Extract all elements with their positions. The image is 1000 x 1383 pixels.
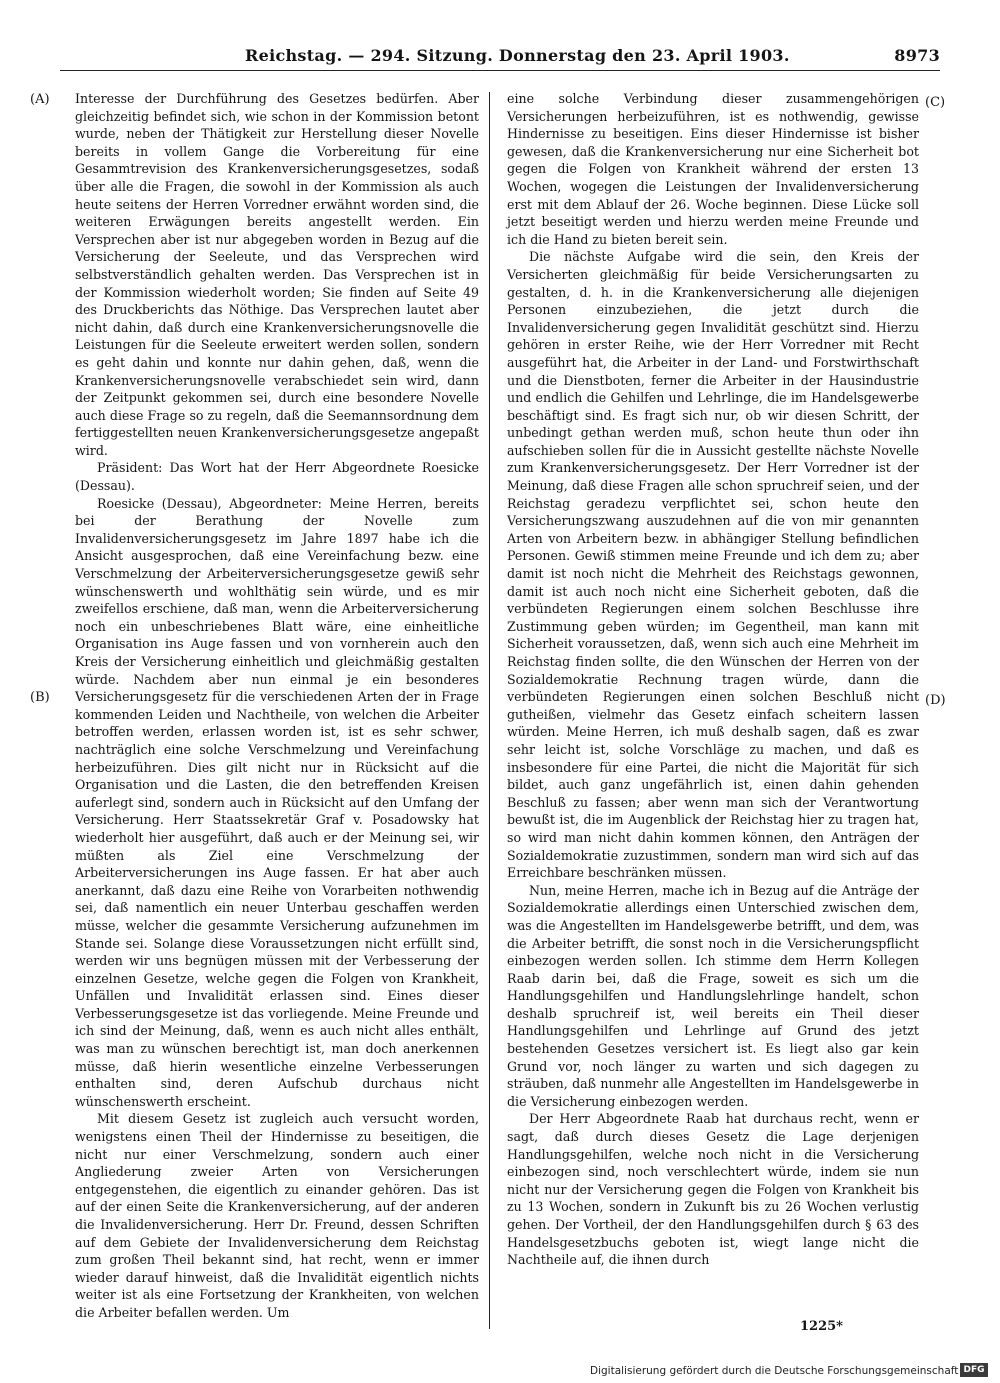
margin-marker-c: (C) <box>925 95 946 110</box>
paragraph: Roesicke (Dessau), Abgeordneter: Meine Herren, bereits bei der Berathung der Novelle zum Invalidenversicherungsgesetz im Jahre 1897 habe ich die Ansicht ausgesprochen, daß eine Vereinfachung bezw. eine Verschmelzung der Arbeiterversicherungsgesetze gewiß sehr wünschenswerth und wohlthätig sein würde, und es mir zweifellos erschiene, daß man, wenn die Arbeiterversicherung noch ein unbeschriebenes Blatt wäre, eine einheitliche Organisation ins Auge fassen und von vornherein auch den Kreis der Versicherung einheitlich und gleichmäßig gestalten würde. Nachdem aber nun einmal je ein besonderes Versicherungsgesetz für die verschiedenen Arten der in Frage kommenden Leiden und Nachtheile, von welchen die Arbeiter betroffen werden, erlassen worden ist, ist es sehr schwer, nachträglich eine solche Verschmelzung und Vereinfachung herbeizuführen. Dies gilt nicht nur in Rücksicht auf die Organisation und die Lasten, die den betreffenden Kreisen auferlegt sind, sondern auch in Rücksicht auf den Umfang der Versicherung. Herr Staatssekretär Graf v. Posadowsky hat wiederholt hier ausgeführt, daß auch er der Meinung sei, wir müßten als Ziel eine Verschmelzung der Arbeiterversicherungen ins Auge fassen. Er hat aber auch anerkannt, daß dazu eine Reihe von Vorarbeiten nothwendig sei, daß namentlich ein neuer Unterbau geschaffen werden müsse, welcher die gesammte Versicherung aufzunehmen im Stande sei. Solange diese Voraussetzungen nicht erfüllt sind, werden wir uns begnügen müssen mit der Verbesserung der einzelnen Gesetze, welche gegen die Folgen von Krankheit, Unfällen und Invalidität erlassen sind. Eines dieser Verbesserungsgesetze ist das vorliegende. Meine Freunde und ich sind der Meinung, daß, wenn es auch nicht alles enthält, was man zu wünschen berechtigt ist, man doch anerkennen müsse, daß hierin wesentliche einzelne Verbesserungen enthalten sind, deren Aufschub durchaus nicht wünschenswerth erscheint. <box>75 495 479 1109</box>
paragraph: Die nächste Aufgabe wird die sein, den Kreis der Versicherten gleichmäßig für beide Versicherungsarten zu gestalten, d. h. in die Krankenversicherung alle diejenigen Personen einzubeziehen, die jetzt durch die Invalidenversicherung gegen Invalidität geschützt sind. Hierzu gehören in erster Reihe, wie der Herr Vorredner mit Recht ausgeführt hat, die Arbeiter in der Land- und Forstwirthschaft und die Dienstboten, ferner die Arbeiter in der Hausindustrie und endlich die Gehilfen und Lehrlinge, die im Handelsgewerbe beschäftigt sind. Es fragt sich nur, ob wir diesen Schritt, der unbedingt gethan werden muß, schon heute thun oder ihn aufschieben sollen für die in Aussicht gestellte nächste Novelle zum Krankenversicherungsgesetz. Der Herr Vorredner ist der Meinung, daß diese Fragen alle schon spruchreif seien, und der Reichstag geradezu verpflichtet sei, schon heute den Versicherungszwang auszudehnen auf die von mir genannten Arten von Arbeitern bezw. in abhängiger Stellung befindlichen Personen. Gewiß stimmen meine Freunde und ich dem zu; aber damit ist noch nicht die Mehrheit des Reichstags gewonnen, damit ist auch noch nicht eine Sicherheit geboten, daß die verbündeten Regierungen einem solchen Beschlusse ihre Zustimmung geben würden; im Gegentheil, man kann mit Sicherheit voraussetzen, daß, wenn sich auch eine Mehrheit im Reichstag finden sollte, die den Wünschen der Herren von der Sozialdemokratie Rechnung tragen würde, dann die verbündeten Regierungen einen solchen Beschluß nicht gutheißen, vielmehr das Gesetz einfach scheitern lassen würden. Meine Herren, ich muß deshalb sagen, daß es zwar sehr leicht ist, solche Vorschläge zu machen, und daß es insbesondere für eine Partei, die nicht die Majorität für sich bildet, auch ganz ungefährlich ist, einen dahin gehenden Beschluß zu fassen; aber wenn man sich der Verantwortung bewußt ist, die im Augenblick der Reichstag hier zu tragen hat, so wird man nicht dahin kommen können, den Anträgen der Sozialdemokratie zuzustimmen, sondern man wird sich auf das Erreichbare beschränken müssen. <box>507 249 919 881</box>
paragraph: Präsident: Das Wort hat der Herr Abgeordnete Roesicke (Dessau). <box>75 460 479 494</box>
digitization-credit: Digitalisierung gefördert durch die Deutsche Forschungsgemeinschaft <box>590 1365 959 1377</box>
paragraph: eine solche Verbindung dieser zusammengehörigen Versicherungen herbeizuführen, ist es nothwendig, gewisse Hindernisse zu beseitigen. Eins dieser Hindernisse ist bisher gewesen, daß die Krankenversicherung nur eine Sicherheit bot gegen die Folgen von Krankheit während der ersten 13 Wochen, wogegen die Leistungen der Invalidenversicherung erst mit dem Ablauf der 26. Woche beginnen. Diese Lücke soll jetzt beseitigt werden und hierzu werden meine Freunde und ich die Hand zu bieten bereit sein. <box>507 91 919 247</box>
header-rule <box>60 70 940 71</box>
header-title: Reichstag. — 294. Sitzung. Donnerstag den 23. April 1903. <box>245 46 790 65</box>
margin-marker-a: (A) <box>30 92 50 107</box>
paragraph: Nun, meine Herren, mache ich in Bezug auf die Anträge der Sozialdemokratie allerdings einen Unterschied zwischen dem, was die Angestellten im Handelsgewerbe betrifft, und dem, was die Arbeiter betrifft, die sonst noch in die Versicherungspflicht einbezogen werden sollen. Ich stimme dem Herrn Kollegen Raab darin bei, daß die Frage, soweit es sich um die Handlungsgehilfen und Handlungslehrlinge handelt, schon deshalb spruchreif ist, weil bereits ein Theil dieser Handlungsgehilfen und Lehrlinge auf Grund des jetzt bestehenden Gesetzes versichert ist. Es liegt also gar kein Grund vor, noch länger zu warten und sich dagegen zu sträuben, daß nunmehr alle Angestellten im Handelsgewerbe in die Versicherung einbezogen werden. <box>507 882 919 1109</box>
paragraph: Interesse der Durchführung des Gesetzes bedürfen. Aber gleichzeitig befindet sich, wie schon in der Kommission betont wurde, neben der Thätigkeit zur Herstellung dieser Novelle bereits in vollem Gange die Vorbereitung für eine Gesammtrevision des Krankenversicherungsgesetzes, sodaß über alle die Fragen, die sowohl in der Kommission als auch heute seitens der Herren Vorredner erwähnt worden sind, die weiteren Erwägungen bereits angestellt werden. Ein Versprechen aber ist nur abgegeben worden in Bezug auf die Versicherung der Seeleute, und das Versprechen wird selbstverständlich gehalten werden. Das Versprechen ist in der Kommission wiederholt worden; Sie finden auf Seite 49 des Druckberichts das Nöthige. Das Versprechen lautet aber nicht dahin, daß durch eine Krankenversicherungsnovelle die Leistungen für die Seeleute erweitert werden sollen, sondern es geht dahin und konnte nur dahin gehen, daß, wenn die Krankenversicherungsnovelle verabschiedet sein wird, dann der Zeitpunkt gekommen sei, durch eine besondere Novelle auch diese Frage so zu regeln, daß die Seemannsordnung dem fertiggestellten neuen Krankenversicherungsgesetze angepaßt wird. <box>75 91 479 458</box>
dfg-logo: DFG <box>960 1363 988 1377</box>
margin-marker-d: (D) <box>925 693 946 708</box>
signature-mark: 1225* <box>800 1319 843 1334</box>
paragraph: Mit diesem Gesetz ist zugleich auch versucht worden, wenigstens einen Theil der Hindernisse zu beseitigen, die nicht nur einer Verschmelzung, sondern auch einer Angliederung zweier Arten von Versicherungen entgegenstehen, die eigentlich zu einander gehören. Das ist auf der einen Seite die Krankenversicherung, auf der anderen die Invalidenversicherung. Herr Dr. Freund, dessen Schriften auf dem Gebiete der Invalidenversicherung dem Reichstag zum großen Theil bekannt sind, hat recht, wenn er immer wieder darauf hinweist, daß die Invalidität eigentlich nichts weiter ist als eine Fortsetzung der Krankheiten, von welchen die Arbeiter befallen werden. Um <box>75 1111 479 1320</box>
margin-marker-b: (B) <box>30 690 50 705</box>
left-column <box>75 90 479 1322</box>
column-divider <box>489 92 490 1329</box>
right-column <box>507 90 919 1269</box>
paragraph: Der Herr Abgeordnete Raab hat durchaus recht, wenn er sagt, daß durch dieses Gesetz die Lage derjenigen Handlungsgehilfen, welche noch nicht in die Versicherung einbezogen sind, noch verschlechtert würde, indem sie nun nicht nur der Versicherung gegen die Folgen von Krankheit bis zu 13 Wochen, sondern in Zukunft bis zu 26 Wochen verlustig gehen. Der Vortheil, der den Handlungsgehilfen durch § 63 des Handelsgesetzbuchs geboten ist, wiegt lange nicht die Nachtheile auf, die ihnen durch <box>507 1111 919 1268</box>
page-number: 8973 <box>894 46 940 65</box>
page-header <box>60 46 940 70</box>
